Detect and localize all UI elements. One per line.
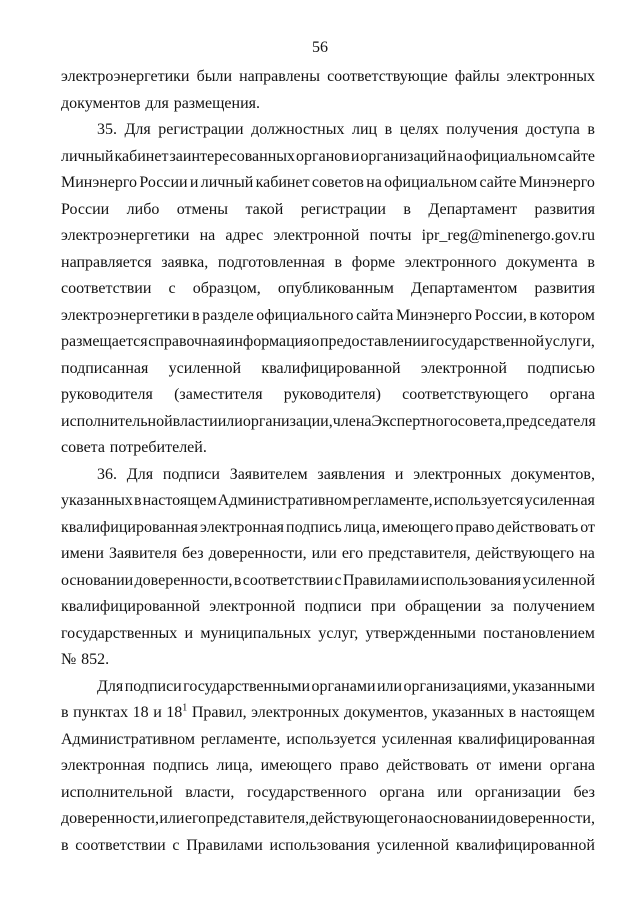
text-line: соответствии с образцом, опубликованным Департаментом развития — [61, 280, 595, 297]
text-line: № 852. — [61, 651, 110, 668]
text-line: направляется заявка, подготовленная в форме электронного документа в — [61, 253, 595, 271]
text-line: в пунктах 18 и $18^1$ Правил, электронных документов, указанных в настоящем — [61, 702, 595, 721]
text-line: документов для размещения. — [61, 94, 261, 112]
text-line: руководителя (заместителя руководителя) соответствующего органа — [61, 386, 595, 403]
document-body — [61, 64, 595, 859]
text-line: электроэнергетики были направлены соответствующие файлы электронных — [61, 68, 595, 85]
text-line: 35. Для регистрации должностных лиц в целях получения доступа в — [97, 121, 595, 138]
text-line: электроэнергетики в разделе официального сайта Минэнерго России, в котором — [61, 306, 595, 324]
text-line: доверенности, или его представителя, действующего на основании доверенности, — [61, 810, 595, 827]
text-line: основании доверенности, в соответствии с Правилами использования усиленной — [61, 571, 595, 589]
text-line: указанных в настоящем Административном регламенте, используется усиленная — [61, 492, 595, 509]
text-line: личный кабинет заинтересованных органов и организаций на официальном сайте — [61, 147, 595, 165]
text-line: исполнительной власти или организации, члена Экспертного совета, председателя — [61, 412, 596, 430]
text-line: размещается справочная информация о предоставлении государственной услуги, — [61, 333, 595, 350]
text-line: в соответствии с Правилами использования усиленной квалифицированной — [61, 836, 595, 854]
page-number: 56 — [312, 39, 328, 56]
text-line: электроэнергетики на адрес электронной почты ipr_reg@minenergo.gov.ru — [61, 227, 595, 244]
text-line: 36. Для подписи Заявителем заявления и электронных документов, — [97, 465, 595, 483]
text-line: имени Заявителя без доверенности, или его представителя, действующего на — [61, 545, 595, 562]
text-line: электронная подпись лица, имеющего право действовать от имени органа — [61, 757, 595, 774]
text-line: квалифицированная электронная подпись лица, имеющего право действовать от — [61, 518, 595, 536]
text-line: совета потребителей. — [61, 439, 207, 456]
text-line: Минэнерго России и личный кабинет советов на официальном сайте Минэнерго — [61, 174, 595, 191]
text-line: России либо отмены такой регистрации в Департамент развития — [61, 200, 595, 218]
text-line: Административном регламенте, используется усиленная квалифицированная — [61, 730, 595, 748]
text-line: Для подписи государственными органами или организациями, указанными — [97, 677, 595, 695]
text-line: исполнительной власти, государственного органа или организации без — [61, 783, 595, 801]
text-line: государственных и муниципальных услуг, утвержденными постановлением — [61, 624, 595, 642]
text-line: квалифицированной электронной подписи при обращении за получением — [61, 598, 595, 615]
text-line: подписанная усиленной квалифицированной электронной подписью — [61, 359, 595, 377]
